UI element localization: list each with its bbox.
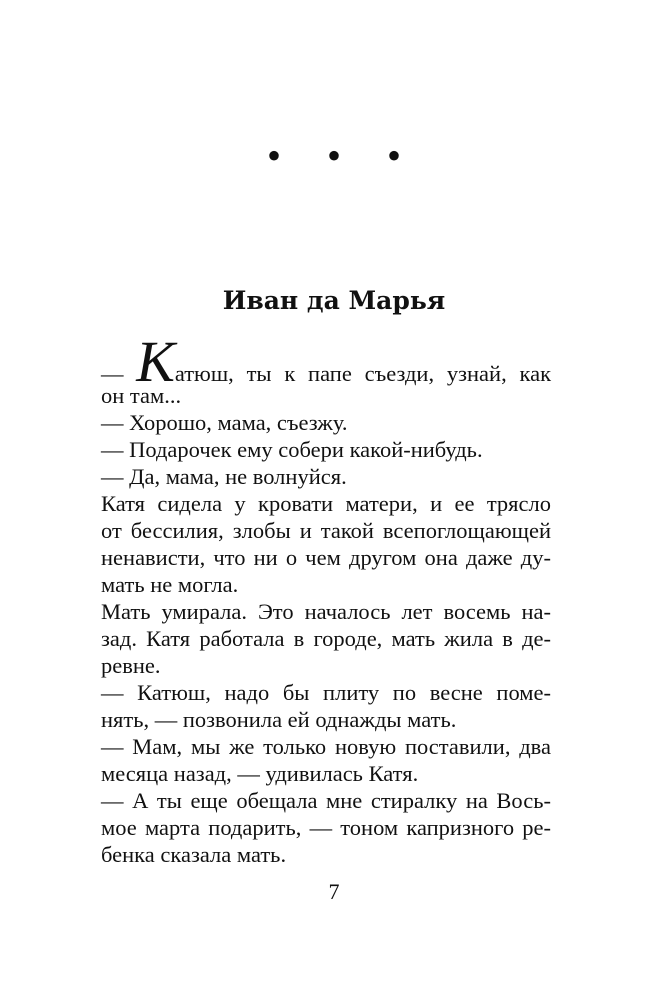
text-line: — Катюш, надо бы плиту по весне поме- [101, 680, 551, 705]
text-line: нять, — позвонила ей однажды мать. [101, 707, 457, 732]
text-line: — Подарочек ему собери какой-нибудь. [101, 437, 483, 462]
text-line: Катя сидела у кровати матери, и ее трясло [101, 491, 551, 516]
text-line: зад. Катя работала в городе, мать жила в де- [101, 626, 551, 651]
page-number: 7 [328, 879, 340, 904]
text-line: от бессилия, злобы и такой всепоглощающей [101, 518, 551, 543]
text-line: он там... [101, 383, 182, 408]
text-line: ревне. [101, 653, 161, 678]
chapter-title: Иван да Марья [222, 286, 446, 315]
text-line: мать не могла. [101, 572, 239, 597]
body-text [101, 329, 551, 868]
dropcap-dash: — [101, 361, 137, 386]
text-line: — Да, мама, не волнуйся. [101, 464, 347, 489]
text-line-first [101, 329, 551, 394]
text-line: ненависти, что ни о чем другом она даже ду- [101, 545, 551, 570]
text-line: месяца назад, — удивилась Катя. [101, 761, 419, 786]
text-line: — А ты еще обещала мне стиралку на Вось- [101, 788, 551, 813]
text-line: атюш, ты к папе съезди, узнай, как [174, 361, 551, 386]
text-line: бенка сказала мать. [101, 842, 287, 867]
dropcap-letter: К [136, 329, 175, 394]
text-line: мое марта подарить, — тоном капризного ре- [101, 815, 551, 840]
text-line: Мать умирала. Это началось лет восемь на- [101, 599, 551, 624]
text-line: — Хорошо, мама, съезжу. [101, 410, 348, 435]
section-separator: • • • [266, 133, 419, 178]
text-line: — Мам, мы же только новую поставили, два [101, 734, 551, 759]
